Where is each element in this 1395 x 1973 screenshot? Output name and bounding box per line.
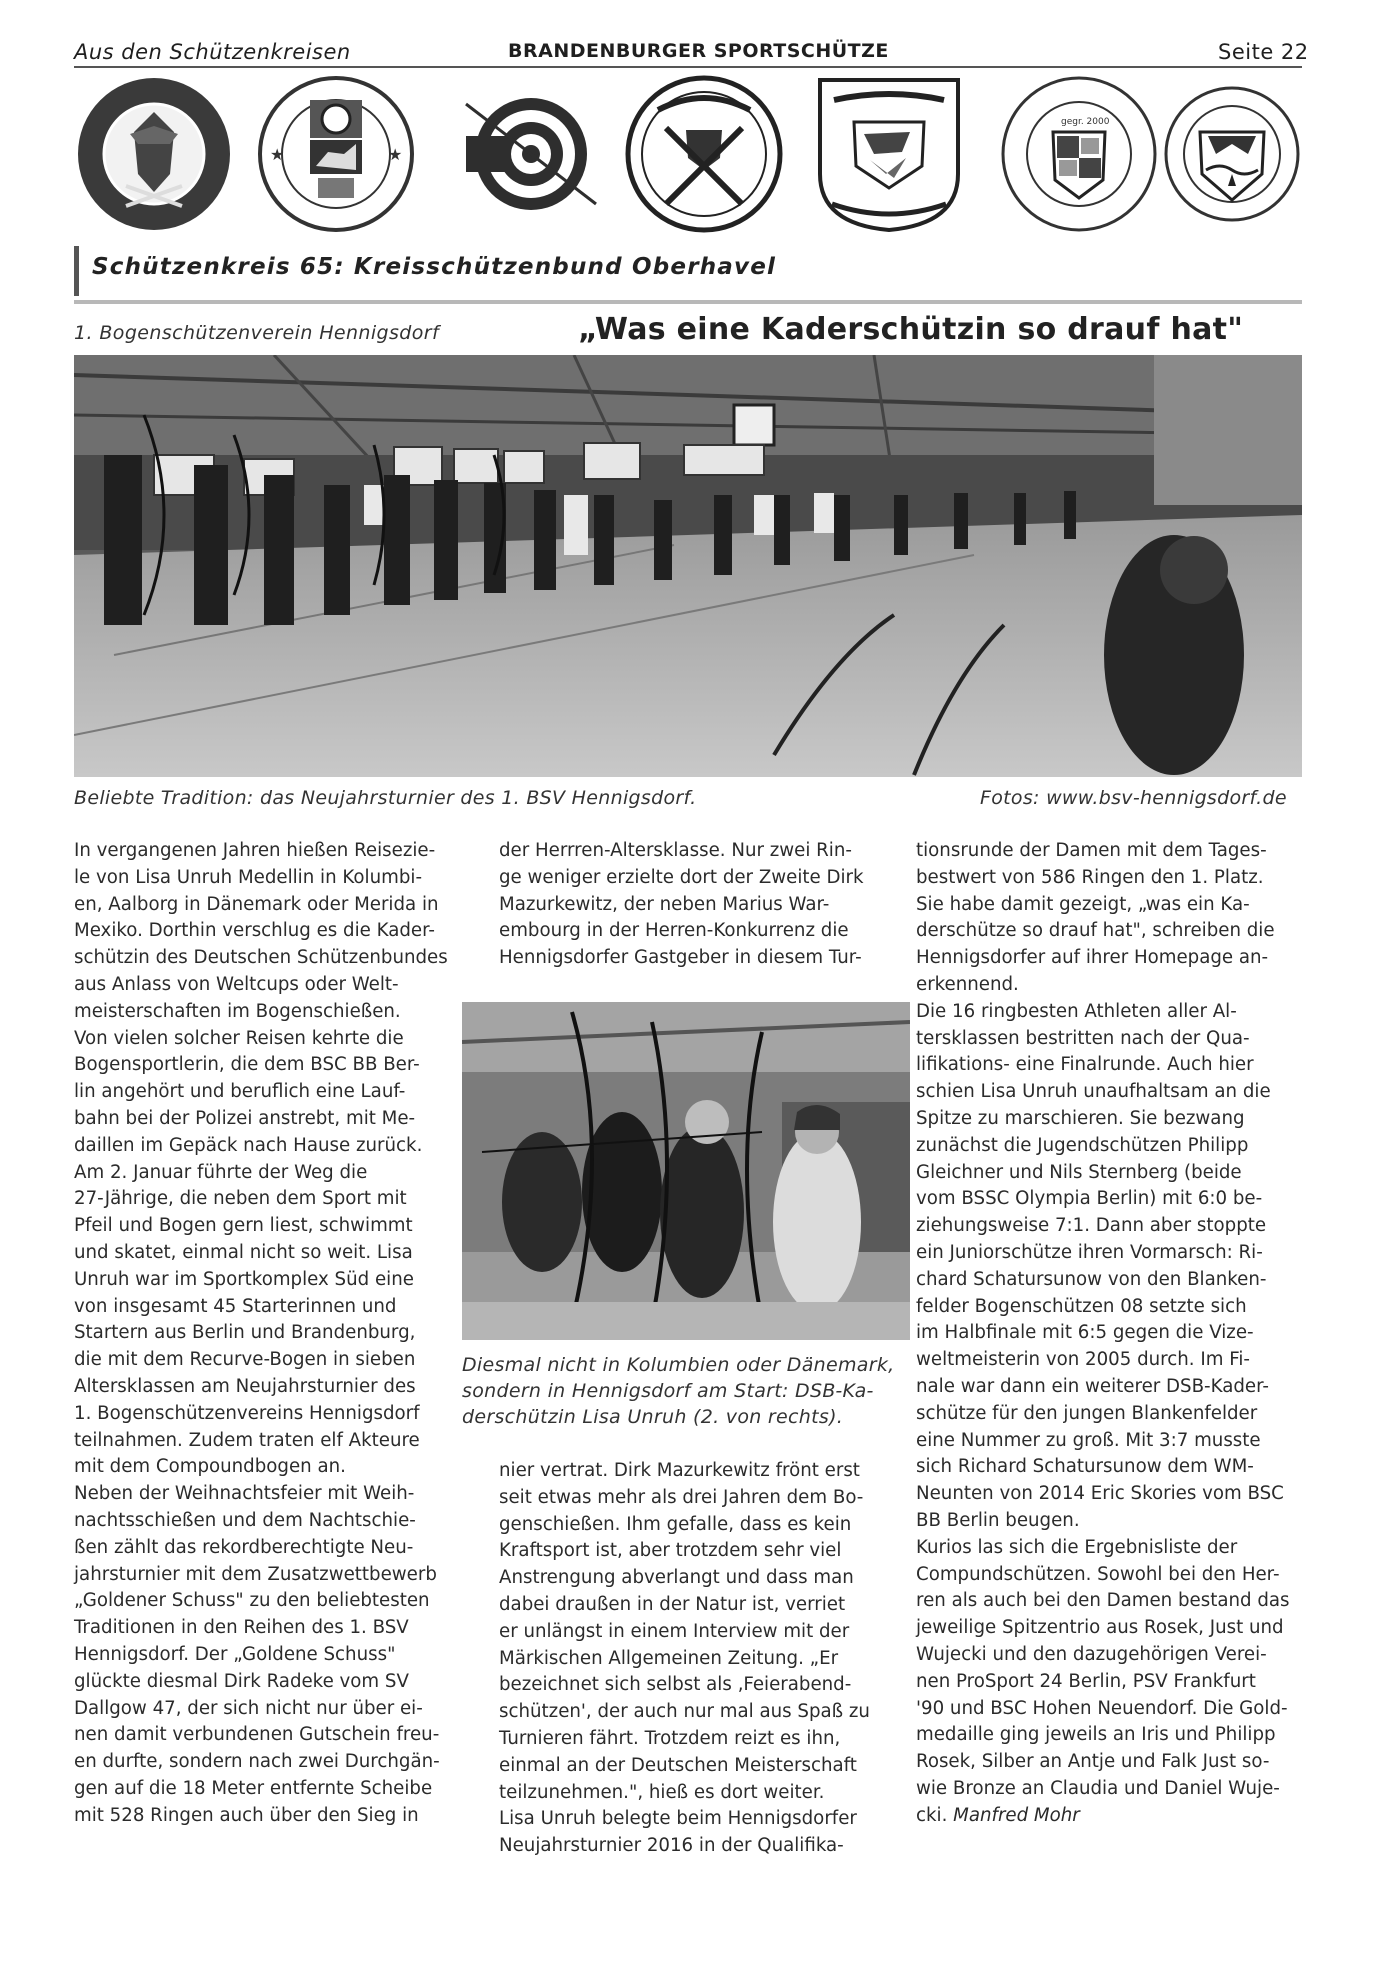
barnimer-logo: [74, 74, 234, 234]
section-rule: [74, 300, 1302, 304]
running-header-section: Aus den Schützenkreisen: [74, 40, 351, 64]
potsdam-founded-year: gegr. 2000: [1061, 117, 1110, 127]
photo-credit: Fotos: www.bsv-hennigsdorf.de: [980, 787, 1287, 809]
svg-text:★: ★: [388, 145, 403, 164]
potsdam-mittelmark-logo: [999, 74, 1159, 234]
closing-text: cki.: [916, 1804, 948, 1826]
club-name: 1. Bogenschützenverein Hennigsdorf: [74, 322, 440, 344]
lisa-unruh-photo: [462, 1002, 910, 1340]
article-headline: „Was eine Kaderschützin so drauf hat": [578, 312, 1244, 347]
page-number: Seite 22: [1218, 40, 1309, 64]
article-column-1: In vergangenen Jahren hießen Reisezie- le von Lisa Unruh Medellin in Kolumbi- en, Aalborg in Dänemark oder Merida in Mexiko. Dorthin verschlug es die Kader- schützin des Deutschen Schützenbundes aus Anlass von Weltcups oder Welt- meisterschaften im Bogenschießen. Von vielen solcher Reisen kehrte die Bogensportlerin, die dem BSC BB Ber- lin angehört und beruflich eine Lauf- bahn bei der Polizei anstrebt, mit Me- daillen im Gepäck nach Hause zurück. Am 2. Januar führte der Weg die 27-Jährige, die neben dem Sport mit Pfeil und Bogen gern liest, schwimmt und skatet, einmal nicht so weit. Lisa Unruh war im Sportkomplex Süd eine von insgesamt 45 Starterinnen und Startern aus Berlin und Brandenburg, die mit dem Recurve-Bogen in sieben Altersklassen am Neujahrsturnier des 1. Bogenschützenvereins Hennigsdorf teilnahmen. Zudem traten elf Akteure mit dem Compoundbogen an. Neben der Weihnachtsfeier mit Weih- nachtsschießen und dem Nachtschie- ßen zählt das rekordberechtigte Neu- jahrsturnier mit dem Zusatzwettbewerb „Goldener Schuss" zu den beliebtesten Traditionen in den Reihen des 1. BSV Hennigsdorf. Der „Goldene Schuss" glückte diesmal Dirk Radeke vom SV Dallgow 47, der sich nicht nur über ei- nen damit verbundenen Gutschein freu- en durfte, sondern nach zwei Durchgän- gen auf die 18 Meter entfernte Scheibe mit 528 Ringen auch über den Sieg in: [74, 840, 448, 1826]
photo1-caption: Beliebte Tradition: das Neujahrsturnier des 1. BSV Hennigsdorf.: [74, 787, 697, 809]
teltow-flaming-logo: [446, 74, 616, 234]
oberhavel-logo: [624, 74, 784, 234]
svg-text:★: ★: [270, 145, 285, 164]
article-column-2-bottom: nier vertrat. Dirk Mazurkewitz frönt erst seit etwas mehr als drei Jahren dem Bo- genschießen. Ihm gefalle, dass es kein Kraftsport ist, aber trotzdem sehr viel Anstrengung abverlangt und dass man dabei draußen in der Natur ist, verriet er unlängst in einem Interview mit der Märkischen Allgemeinen Zeitung. „Er bezeichnet sich selbst als ‚Feierabend- schützen', der auch nur mal aus Spaß zu Turnieren fährt. Trotzdem reizt es ihn, einmal an der Deutschen Meisterschaft teilzunehmen.", hieß es dort weiter. Lisa Unruh belegte beim Hennigsdorfer Neujahrsturnier 2016 in der Qualifika-: [499, 1460, 870, 1857]
photo2-caption: Diesmal nicht in Kolumbien oder Dänemark, sondern in Hennigsdorf am Start: DSB-Ka- derschützin Lisa Unruh (2. von rechts).: [462, 1354, 895, 1428]
archery-hall-photo: [74, 355, 1302, 777]
maerkisch-oderland-logo: [1162, 74, 1302, 234]
club-logos-strip: [74, 66, 1302, 238]
article-column-2-top: der Herrren-Altersklasse. Nur zwei Rin- ge weniger erzielte dort der Zweite Dirk Mazurkewitz, der neben Marius War- embourg in der Herren-Konkurrenz die Hennigsdorfer Gastgeber in diesem Tur-: [499, 840, 864, 969]
author-signature: Manfred Mohr: [953, 1804, 1080, 1826]
article-column-3: tionsrunde der Damen mit dem Tages- bestwert von 586 Ringen den 1. Platz. Sie habe damit gezeigt, „was ein Ka- derschütze so drauf hat", schreiben die Hennigsdorfer auf ihrer Homepage an- erkennend. Die 16 ringbesten Athleten aller Al- tersklassen bestritten nach der Qua- lifikations- eine Finalrunde. Auch hier schien Lisa Unruh unaufhaltsam an die Spitze zu marschieren. Sie bezwang zunächst die Jugendschützen Philipp Gleichner und Nils Sternberg (beide vom BSSC Olympia Berlin) mit 6:0 be- ziehungsweise 7:1. Dann aber stoppte ein Juniorschütze ihren Vormarsch: Ri- chard Schatursunow von den Blanken- felder Bogenschützen 08 setzte sich im Halbfinale mit 6:5 gegen die Vize- weltmeisterin von 2005 durch. Im Fi- nale war dann ein weiterer DSB-Kader- schütze für den jungen Blankenfelder eine Nummer zu groß. Mit 3:7 musste sich Richard Schatursunow dem WM- Neunten von 2014 Eric Skories vom BSC BB Berlin beugen. Kurios las sich die Ergebnisliste der Compundschützen. Sowohl bei den Her- ren als auch bei den Damen bestand das jeweilige Spitzentrio aus Rosek, Just und Wujecki und den dazugehörigen Verei- nen ProSport 24 Berlin, PSV Frankfurt '90 und BSC Hohen Neuendorf. Die Gold- medaille ging jeweils an Iris und Philipp Rosek, Silber an Antje und Falk Just so- wie Bronze an Claudia und Daniel Wuje- cki. Manfred Mohr: [916, 840, 1290, 1826]
section-title: Schützenkreis 65: Kreisschützenbund Oberhavel: [92, 254, 777, 280]
publication-title: BRANDENBURGER SPORTSCHÜTZE: [508, 40, 889, 62]
section-marker: [74, 246, 79, 296]
oberspreewald-logo: [256, 74, 416, 234]
havellaender-logo: [814, 74, 964, 234]
